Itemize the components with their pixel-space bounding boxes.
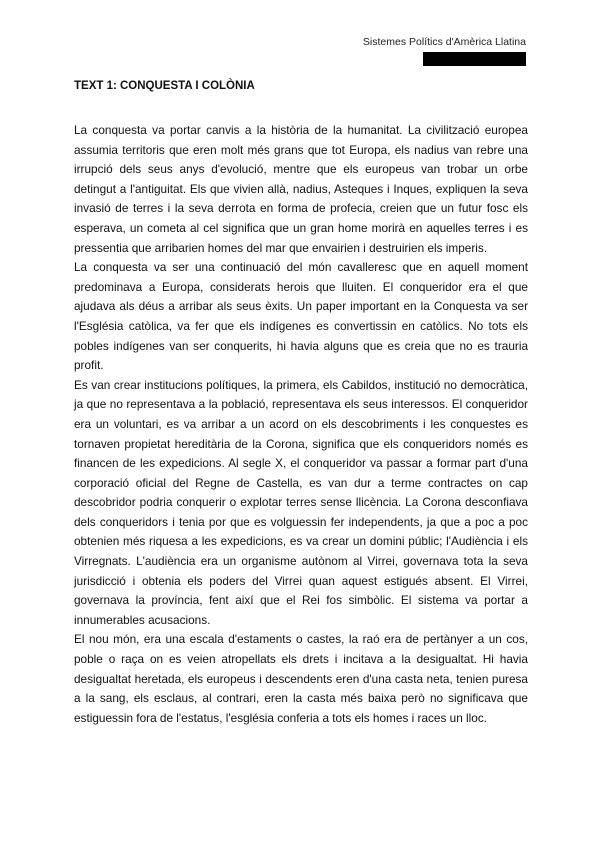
paragraph: El nou món, era una escala d'estaments o castes, la raó era de pertànyer a un cos, poble o raça on es veien atropellats els drets i incitava a la desigualtat. Hi havia desigualtat heretada, els europeus i descendents eren d'una casta neta, tenien puresa a la sang, els esclaus, al contrari, eren la casta més baixa però no significava que estiguessin fora de l'estatus, l'església conferia a tots els homes i races un lloc. [74, 632, 528, 725]
document-title: TEXT 1: CONQUESTA I COLÒNIA [74, 80, 255, 92]
paragraph: La conquesta va portar canvis a la història de la humanitat. La civilització europea assumia territoris que eren molt més grans que tot Europa, els nadius van rebre una irrupció dels seus anys d'evolució, mentre que els europeus van trobar un orbe detingut a l'antiguitat. Els que vivien allà, nadius, Asteques i Inques, expliquen la seva invasió de terres i la seva derrota en forma de profecia, creien que un futur fosc els esperava, un cometa al cel significa que un gran home morirà en aquelles terres i es pressentia que arribarien homes del mar que envairien i destruirien els imperis. [74, 123, 528, 255]
paragraph: La conquesta va ser una continuació del món cavalleresc que en aquell moment predominava a Europa, considerats herois que lluiten. El conqueridor era el que ajudava als déus a arribar als seus èxits. Un paper important en la Conquesta va ser l'Església catòlica, va fer que els indígenes es convertissin en catòlics. No tots els pobles indígenes van ser conquerits, hi havia alguns que es creia que no es trauria profit. [74, 260, 528, 373]
document-body [74, 121, 528, 728]
running-header: Sistemes Polítics d'Amèrica Llatina [362, 36, 526, 48]
paragraph: Es van crear institucions polítiques, la primera, els Cabildos, institució no democràtica, ja que no representava a la població, representava els seus interessos. El conqueridor era un voluntari, es va arribar a un acord on els descobriments i les conquestes es tornaven propietat hereditària de la Corona, significa que els conqueridors només es financen de les expedicions. Al segle X, el conqueridor va passar a formar part d'una corporació oficial del Regne de Castella, es van dur a terme contractes on cap descobridor podria conquerir o explotar terres sense llicència. La Corona desconfiava dels conqueridors i tenia por que es volguessin fer independents, ja que a poc a poc obtenien més riquesa a les expedicions, es va crear un domini públic; l'Audiència i els Virregnats. L'audiència era un organisme autònom al Virrei, governava tota la seva jurisdicció i obtenia els poders del Virrei quan aquest estigués absent. El Virrei, governava la província, fent així que el Rei fos simbòlic. El sistema va portar a innumerables acusacions. [74, 377, 528, 627]
redacted-name-bar [423, 52, 526, 66]
